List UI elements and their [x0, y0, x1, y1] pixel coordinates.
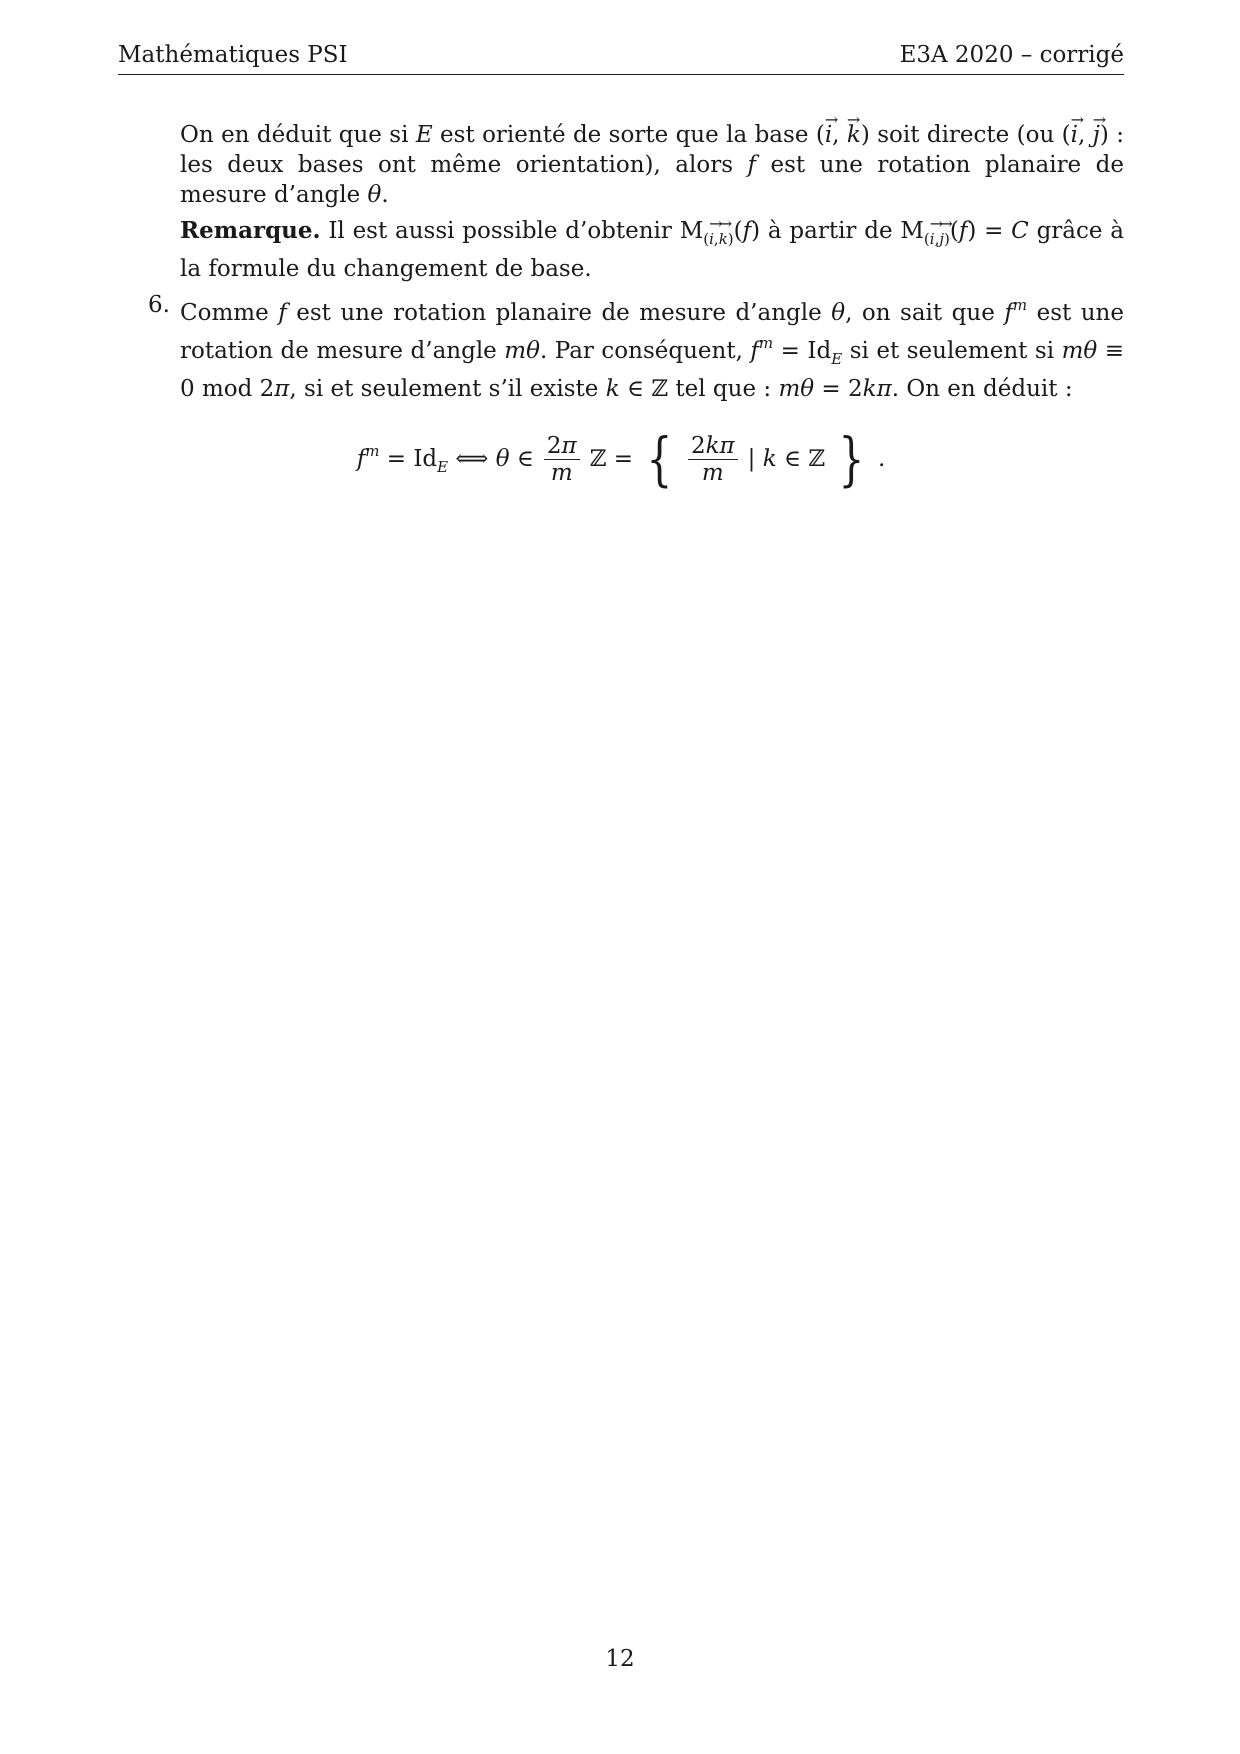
paragraph-p1: On en déduit que si E est orienté de sorte que la base (→ i, → k) soit directe (ou (→ i, → j) : les deux bases ont même orientation), alors f est une rotation planaire de mesure d’angle θ. [180, 120, 1124, 210]
header-subject: Mathématiques PSI [118, 42, 348, 68]
item6-text: Comme f est une rotation planaire de mesure d’angle θ, on sait que $f^m$ est une rotation de mesure d’angle mθ. Par conséquent, $f^m = Id_E$ si et seulement si mθ ≡ 0 mod 2π, si et seulement s’il existe k ∈ ℤ tel que : mθ = 2kπ. On en déduit : [180, 296, 1125, 402]
fraction-2kpi-m: $\frac{2k\pi}{m}$ [688, 433, 738, 486]
page-header [118, 40, 1124, 75]
left-brace: { [646, 425, 673, 493]
paragraph-conclusion [180, 120, 1124, 284]
document-body [118, 120, 1125, 493]
right-brace: } [838, 425, 865, 493]
header-exam: E3A 2020 – corrigé [899, 42, 1124, 68]
remark-label: Remarque. [180, 217, 321, 244]
list-item-6 [118, 290, 1124, 404]
page-number: 12 [605, 1646, 635, 1672]
display-equation: $f^m = Id_E$ ⟺ θ ∈ $\frac{2\pi}{m}$ ℤ = { $\frac{2k\pi}{m}$ | k ∈ ℤ } . [356, 425, 886, 493]
fraction-2pi-m: $\frac{2\pi}{m}$ [544, 433, 580, 486]
remark-paragraph: Remarque. Il est aussi possible d’obtenir $M_{(\to i,\to k)}(f)$ à partir de $M_{(\to i,\to j)}(f) = C$ grâce à la formule du changement de base. [180, 216, 1124, 284]
item-number: 6. [148, 292, 170, 318]
